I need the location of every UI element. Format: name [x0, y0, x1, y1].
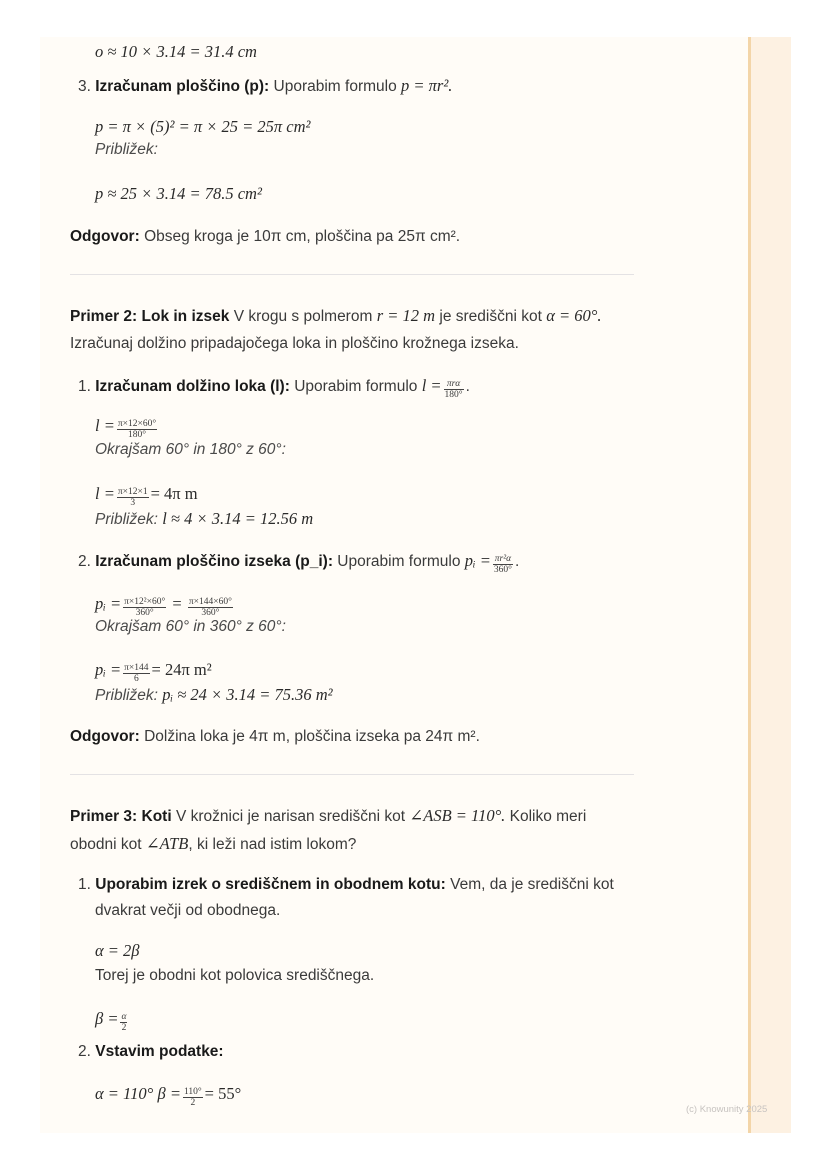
step-title: Izračunam ploščino izseka (p_i):	[95, 553, 333, 570]
step-text: Vem, da je središčni kot	[450, 876, 614, 893]
answer-1	[70, 227, 460, 247]
beta-formula	[95, 1009, 129, 1033]
example-title: Primer 2: Lok in izsek	[70, 308, 230, 325]
step-number: 1.	[78, 378, 91, 395]
angle-value: α = 60°.	[546, 306, 602, 325]
example-3-statement	[70, 802, 634, 858]
result: = 24π m²	[151, 660, 212, 679]
section-divider	[70, 274, 634, 275]
arc-calculation	[95, 416, 159, 440]
formula-lhs: pᵢ =	[95, 594, 122, 613]
step-number: 1.	[78, 876, 91, 893]
fraction	[123, 663, 149, 684]
step-title: Izračunam dolžino loka (l):	[95, 378, 290, 395]
step-number: 3.	[78, 78, 91, 95]
note: Torej je obodni kot polovica središčnega.	[95, 967, 375, 984]
approx-circumference: o ≈ 10 × 3.14 = 31.4 cm	[95, 42, 257, 61]
answer-label: Odgovor:	[70, 728, 140, 745]
denominator: 3	[130, 498, 136, 508]
denominator: 2	[121, 1023, 127, 1033]
step-text-line2: dvakrat večji od obodnega.	[95, 902, 281, 919]
statement-text: Koliko meri	[509, 808, 587, 825]
statement-text: V krožnici je narisan središčni kot	[175, 808, 406, 825]
reduce-note: Okrajšam 60° in 180° z 60°:	[95, 441, 286, 458]
arc-reduced	[95, 484, 198, 508]
formula-lhs: pᵢ =	[464, 551, 491, 570]
page-edge-strip	[748, 37, 791, 1133]
step-3-area	[78, 76, 452, 97]
step-number: 2.	[78, 1043, 91, 1060]
fraction	[120, 1012, 127, 1033]
numerator: π×144×60°	[188, 597, 232, 607]
answer-text: Obseg kroga je 10π cm, ploščina pa 25π cm².	[144, 228, 461, 245]
formula-lhs: β =	[157, 1084, 181, 1103]
step-title: Izračunam ploščino (p):	[95, 78, 270, 95]
answer-text: Dolžina loka je 4π m, ploščina izseka pa 24π m².	[144, 728, 480, 745]
numerator: 110°	[183, 1087, 202, 1097]
denominator: 2	[190, 1098, 196, 1108]
step-title: Vstavim podatke:	[95, 1043, 224, 1060]
approx-value: l ≈ 4 × 3.14 = 12.56 m	[162, 509, 314, 528]
fraction	[117, 419, 157, 440]
fraction	[117, 487, 149, 508]
step-number: 2.	[78, 553, 91, 570]
answer-2	[70, 727, 480, 747]
approx-value: pᵢ ≈ 24 × 3.14 = 75.36 m²	[162, 685, 333, 704]
approx-label: Približek:	[95, 141, 158, 158]
result: = 4π m	[150, 484, 198, 503]
step-2-sector: 2. Izračunam ploščino izseka (p_i): Uporabim formulo pᵢ = $\frac{\text{πr²α}}{360^\circ}$ .	[78, 551, 520, 575]
approx-label: Približek:	[95, 687, 158, 704]
numerator: πr²α	[494, 554, 512, 564]
example-2-statement	[70, 302, 634, 357]
step-1-arc: 1. Izračunam dolžino loka (l): Uporabim formulo l = $\frac{\text{πrα}}{180^\circ}$ .	[78, 376, 470, 400]
statement-text: obodni kot	[70, 836, 142, 853]
formula-lhs: β =	[95, 1009, 119, 1028]
numerator: πrα	[444, 379, 464, 390]
numerator: π×12×60°	[117, 419, 157, 429]
fraction	[188, 597, 233, 618]
sector-approx	[95, 685, 333, 706]
step-1-theorem	[78, 875, 614, 895]
relation: α = 2β	[95, 941, 140, 960]
step-text: Uporabim formulo	[337, 553, 461, 570]
denominator: 180°	[127, 430, 147, 440]
numerator: π×12×1	[117, 487, 148, 497]
approx-label: Približek:	[95, 511, 158, 528]
denominator: 360°	[201, 608, 220, 618]
fraction	[183, 1087, 203, 1108]
area-approx: p ≈ 25 × 3.14 = 78.5 cm²	[95, 184, 262, 203]
radius-value: r = 12 m	[376, 306, 436, 325]
arc-formula-fraction	[444, 379, 464, 400]
statement-text: V krogu s polmerom	[233, 308, 373, 325]
area-calculation: p = π × (5)² = π × 25 = 25π cm²	[95, 117, 311, 136]
step-text: Uporabim formulo	[273, 78, 397, 95]
statement-text: , ki leži nad istim lokom?	[188, 836, 357, 853]
angle-asb: ∠ASB = 110°.	[409, 806, 506, 825]
statement-text: Izračunaj dolžino pripadajočega loka in ploščino krožnega izseka.	[70, 335, 519, 352]
arc-approx	[95, 509, 313, 530]
numerator: π×144	[124, 663, 149, 673]
sector-reduced	[95, 660, 212, 684]
angle-atb: ∠ATB	[145, 834, 189, 853]
alpha-value: α = 110°	[95, 1084, 154, 1103]
reduce-note: Okrajšam 60° in 360° z 60°:	[95, 618, 286, 635]
denominator: 360°	[493, 565, 512, 575]
example-title: Primer 3: Koti	[70, 808, 172, 825]
substitution	[95, 1084, 241, 1108]
numerator: α	[121, 1012, 127, 1022]
formula-lhs: l =	[421, 376, 442, 395]
copyright-footer: (c) Knowunity 2025	[686, 1104, 768, 1115]
formula-lhs: pᵢ =	[95, 660, 122, 679]
formula-lhs: l =	[95, 484, 115, 503]
formula-lhs: l =	[95, 416, 115, 435]
fraction	[123, 597, 166, 618]
result: = 55°	[204, 1084, 242, 1103]
sector-calculation: pᵢ = $\frac{\text{π×12²×60°}}{360^\circ}$ = $\frac{\pi\times 144\times 60^\circ}{360^\circ}$	[95, 594, 232, 618]
section-divider	[70, 774, 634, 775]
area-formula: p = πr².	[401, 76, 453, 95]
step-2-substitute	[78, 1042, 224, 1062]
statement-text: je središčni kot	[439, 308, 542, 325]
answer-label: Odgovor:	[70, 228, 140, 245]
step-title: Uporabim izrek o središčnem in obodnem kotu:	[95, 876, 446, 893]
denominator: 180°	[444, 390, 463, 400]
denominator: 6	[133, 674, 139, 684]
sector-formula-fraction	[493, 554, 513, 575]
numerator: π×12²×60°	[124, 597, 166, 607]
denominator: 360°	[135, 608, 154, 618]
step-text: Uporabim formulo	[294, 378, 418, 395]
